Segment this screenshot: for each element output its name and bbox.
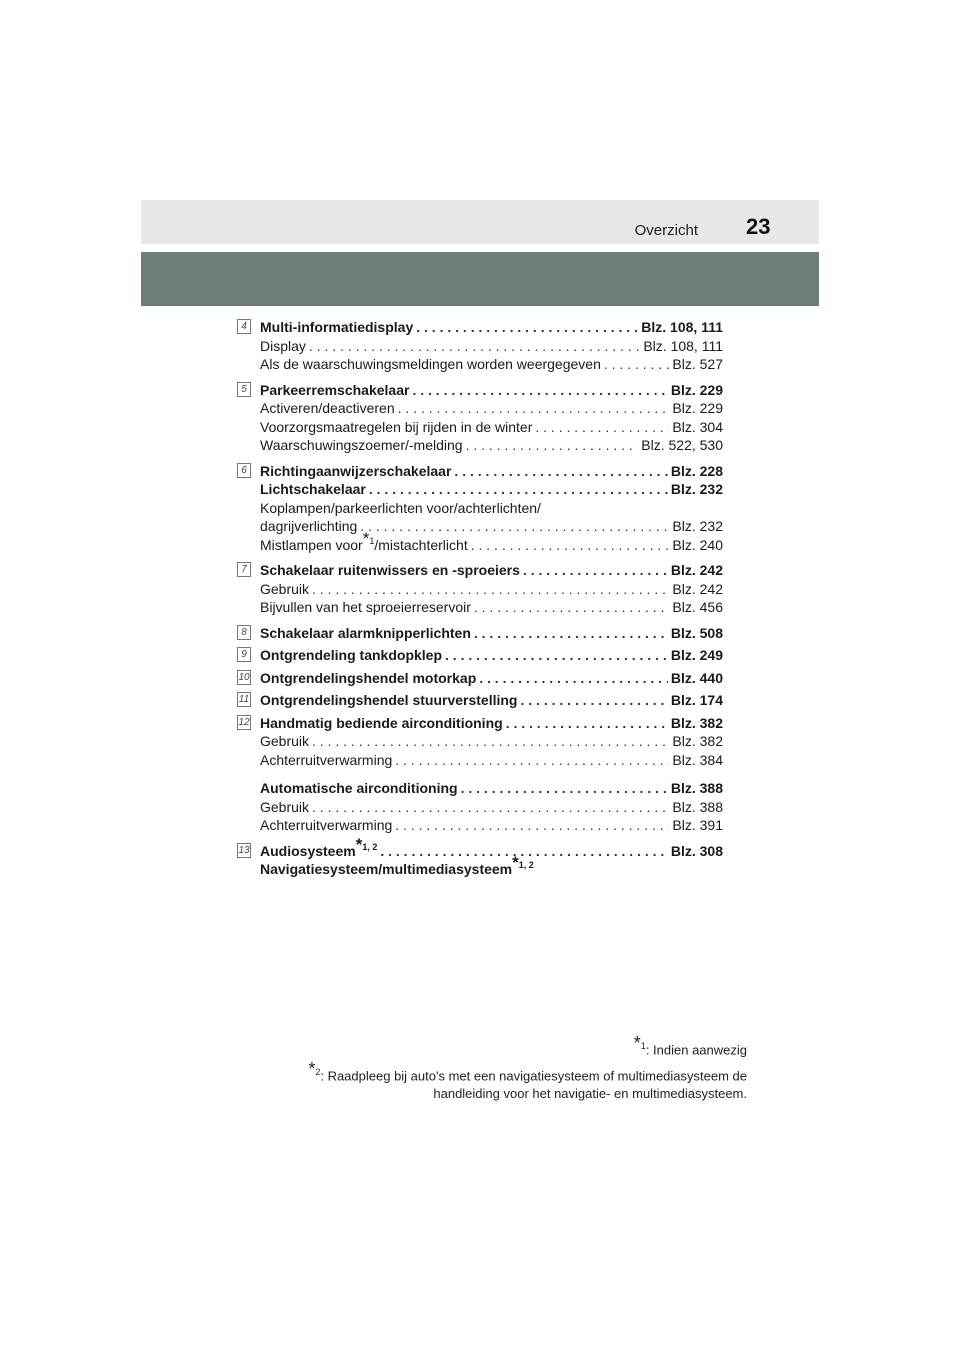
index-heading[interactable] bbox=[260, 853, 723, 879]
entry-text bbox=[260, 779, 458, 798]
dot-leader bbox=[357, 517, 669, 536]
header-banner bbox=[141, 252, 819, 306]
entry-text-main: /mistachterlicht bbox=[374, 536, 468, 553]
index-entry bbox=[237, 646, 723, 665]
entry-text bbox=[260, 834, 378, 861]
index-subitem[interactable] bbox=[260, 337, 723, 356]
dot-leader bbox=[451, 462, 667, 481]
page-reference[interactable]: Blz. 304 bbox=[672, 418, 723, 435]
page-reference[interactable]: Blz. 391 bbox=[672, 817, 723, 833]
entry-text bbox=[260, 355, 601, 374]
dot-leader bbox=[395, 399, 670, 418]
item-number-badge: 7 bbox=[237, 562, 251, 577]
entry-text-main: Multi-informatiedisplay bbox=[260, 319, 414, 335]
index-heading[interactable] bbox=[260, 462, 723, 481]
entry-text-main: Ontgrendelingshendel stuurverstelling bbox=[260, 692, 518, 708]
entry-text-main: Automatische airconditioning bbox=[260, 780, 458, 796]
entry-text-main: Schakelaar ruitenwissers en -sproeiers bbox=[260, 562, 520, 578]
entry-text bbox=[260, 436, 463, 455]
index-heading[interactable] bbox=[260, 561, 723, 580]
footnote-star: * bbox=[362, 528, 370, 548]
entry-text bbox=[260, 624, 471, 643]
index-entry bbox=[237, 779, 723, 835]
entry-text-main: Handmatig bediende airconditioning bbox=[260, 714, 503, 731]
footnote-star: * bbox=[512, 853, 519, 873]
index-entry bbox=[237, 669, 723, 688]
page-reference[interactable]: Blz. 228 bbox=[670, 462, 723, 479]
page-number: 23 bbox=[746, 214, 771, 239]
dot-leader bbox=[471, 624, 668, 643]
index-subitem[interactable] bbox=[260, 418, 723, 437]
footnote-number: 1 bbox=[640, 1041, 646, 1051]
dot-leader bbox=[309, 798, 669, 817]
dot-leader bbox=[517, 691, 667, 710]
index-heading[interactable] bbox=[260, 480, 723, 499]
entry-text bbox=[260, 517, 357, 536]
footnote-ref bbox=[355, 834, 378, 854]
entry-text-main: Voorzorgsmaatregelen bij rijden in de winter bbox=[260, 418, 533, 435]
dot-leader bbox=[463, 436, 639, 455]
page-reference[interactable]: Blz. 229 bbox=[670, 381, 723, 398]
entry-text-main: Schakelaar alarmknipperlichten bbox=[260, 624, 471, 641]
entry-text-main: Waarschuwingszoemer/-melding bbox=[260, 437, 463, 453]
index-heading[interactable] bbox=[260, 779, 723, 798]
dot-leader bbox=[476, 669, 668, 688]
page-reference[interactable]: Blz. 382 bbox=[670, 714, 723, 731]
entry-text-main: Activeren/deactiveren bbox=[260, 400, 395, 416]
page-reference[interactable]: Blz. 527 bbox=[672, 356, 723, 372]
page-reference[interactable]: Blz. 508 bbox=[670, 624, 723, 641]
index-heading[interactable] bbox=[260, 646, 723, 665]
item-number-badge: 11 bbox=[238, 694, 250, 705]
page-reference[interactable]: Blz. 440 bbox=[670, 669, 723, 686]
item-number-badge: 12 bbox=[238, 716, 250, 728]
entry-text bbox=[260, 337, 306, 356]
dot-leader bbox=[377, 842, 668, 861]
page-reference[interactable]: Blz. 240 bbox=[672, 536, 723, 553]
entry-text-main: Als de waarschuwingsmeldingen worden weergegeven bbox=[260, 356, 601, 372]
page-reference[interactable]: Blz. 242 bbox=[672, 580, 723, 597]
page-reference[interactable]: Blz. 242 bbox=[670, 562, 723, 578]
index-subitem[interactable] bbox=[260, 798, 723, 817]
entry-text bbox=[260, 732, 309, 751]
entry-text-main: Bijvullen van het sproeierreservoir bbox=[260, 599, 471, 615]
entry-text bbox=[260, 462, 451, 481]
entry-text-main: Ontgrendeling tankdopklep bbox=[260, 647, 443, 663]
index-subitem[interactable] bbox=[260, 816, 723, 835]
entry-text bbox=[260, 399, 395, 418]
index-heading[interactable] bbox=[260, 624, 723, 643]
page-reference[interactable]: Blz. 522, 530 bbox=[641, 437, 723, 453]
dot-leader bbox=[309, 732, 669, 751]
index-heading[interactable] bbox=[260, 381, 723, 400]
index-subitem[interactable] bbox=[260, 399, 723, 418]
dot-leader bbox=[409, 381, 667, 400]
entry-text bbox=[260, 669, 476, 688]
index-subitem[interactable] bbox=[260, 517, 723, 536]
entry-text-main: Koplampen/parkeerlichten voor/achterlichten/ bbox=[260, 499, 541, 516]
page-reference[interactable]: Blz. 456 bbox=[672, 599, 723, 615]
footnote-star: * bbox=[633, 1033, 641, 1053]
dot-leader bbox=[468, 536, 670, 555]
entry-text-main: Achterruitverwarming bbox=[260, 751, 393, 768]
entry-text-main: Richtingaanwijzerschakelaar bbox=[260, 462, 452, 479]
entry-text bbox=[260, 853, 534, 879]
item-number-badge: 5 bbox=[237, 382, 251, 397]
index-entry bbox=[237, 714, 723, 770]
footnote-marker bbox=[308, 1059, 321, 1080]
footnote-ref-number: 1, 2 bbox=[362, 841, 378, 852]
entry-text bbox=[260, 598, 471, 617]
item-number-badge: 9 bbox=[237, 647, 251, 662]
entry-text bbox=[260, 480, 366, 499]
footnote-number: 2 bbox=[315, 1067, 321, 1078]
item-number-badge: 6 bbox=[237, 463, 251, 478]
entry-text-main: Display bbox=[260, 337, 306, 354]
entry-text-main: Parkeerremschakelaar bbox=[260, 381, 410, 398]
header-bar bbox=[141, 200, 819, 244]
page-reference[interactable]: Blz. 388 bbox=[670, 780, 723, 796]
footnote bbox=[260, 1059, 747, 1101]
footnote-marker bbox=[633, 1033, 646, 1053]
entry-text bbox=[260, 318, 413, 337]
page-reference[interactable]: Blz. 229 bbox=[672, 400, 723, 416]
entry-text-main: Ontgrendelingshendel motorkap bbox=[260, 669, 477, 686]
entry-text bbox=[260, 418, 532, 437]
index-subitem[interactable] bbox=[260, 355, 723, 374]
dot-leader bbox=[413, 318, 638, 337]
page-reference[interactable]: Blz. 384 bbox=[672, 751, 723, 768]
page-reference[interactable]: Blz. 108, 111 bbox=[643, 337, 723, 354]
entry-text-pre: Audiosysteem bbox=[260, 842, 356, 859]
index-entry bbox=[237, 318, 723, 374]
index-subitem[interactable] bbox=[260, 436, 723, 455]
entry-text bbox=[260, 646, 442, 665]
index-subitem[interactable] bbox=[260, 598, 723, 617]
entry-text bbox=[260, 798, 309, 817]
index-heading[interactable] bbox=[260, 834, 723, 861]
entry-text bbox=[260, 816, 392, 835]
index-entry bbox=[237, 462, 723, 555]
item-number-badge: 4 bbox=[237, 319, 251, 334]
dot-leader bbox=[306, 337, 640, 356]
dot-leader bbox=[532, 418, 669, 437]
index-subitem[interactable] bbox=[260, 499, 723, 518]
entry-text bbox=[260, 580, 309, 599]
footnote-text: : Indien aanwezig bbox=[645, 1042, 747, 1058]
index-heading[interactable] bbox=[260, 714, 723, 733]
page-reference[interactable]: Blz. 249 bbox=[670, 647, 723, 663]
entry-text-pre: Mistlampen voor bbox=[260, 536, 363, 553]
entry-text bbox=[260, 381, 409, 400]
footnote-star: * bbox=[308, 1059, 316, 1080]
entry-text bbox=[260, 751, 392, 770]
page-reference[interactable]: Blz. 308 bbox=[670, 842, 723, 859]
dot-leader bbox=[366, 480, 668, 499]
index-subitem[interactable] bbox=[260, 528, 723, 555]
entry-text-main: Achterruitverwarming bbox=[260, 817, 393, 833]
entry-text bbox=[260, 691, 517, 710]
index-heading[interactable] bbox=[260, 691, 723, 710]
entry-text-main: Lichtschakelaar bbox=[260, 481, 366, 497]
page-reference[interactable]: Blz. 232 bbox=[672, 518, 723, 534]
dot-leader bbox=[442, 646, 668, 665]
page-reference[interactable]: Blz. 108, 111 bbox=[641, 319, 723, 335]
page-reference[interactable]: Blz. 232 bbox=[670, 481, 723, 497]
index-entry bbox=[237, 381, 723, 455]
dot-leader bbox=[520, 561, 668, 580]
index-entry bbox=[237, 561, 723, 617]
footnote bbox=[260, 1033, 747, 1058]
page-reference[interactable]: Blz. 382 bbox=[672, 733, 723, 749]
entry-text-main: Gebruik bbox=[260, 580, 310, 597]
footnotes bbox=[260, 1033, 747, 1108]
page-reference[interactable]: Blz. 174 bbox=[670, 692, 723, 708]
footnote-ref bbox=[362, 528, 375, 548]
footnote-ref-number: 1 bbox=[369, 535, 375, 546]
index-heading[interactable] bbox=[260, 318, 723, 337]
index-subitem[interactable] bbox=[260, 580, 723, 599]
dot-leader bbox=[503, 714, 668, 733]
index-entry bbox=[237, 691, 723, 710]
dot-leader bbox=[601, 355, 670, 374]
index-heading[interactable] bbox=[260, 669, 723, 688]
page-reference[interactable]: Blz. 388 bbox=[672, 798, 723, 815]
index-subitem[interactable] bbox=[260, 751, 723, 770]
index-subitem[interactable] bbox=[260, 732, 723, 751]
entry-text bbox=[260, 499, 541, 518]
entry-text bbox=[260, 714, 503, 733]
section-title: Overzicht bbox=[634, 222, 698, 239]
entry-text-main: dagrijverlichting bbox=[260, 518, 358, 534]
footnote-star: * bbox=[355, 834, 363, 854]
item-number-badge: 10 bbox=[238, 671, 250, 683]
footnote-ref-number: 1, 2 bbox=[518, 860, 534, 871]
entry-text bbox=[260, 528, 468, 555]
dot-leader bbox=[309, 580, 669, 599]
dot-leader bbox=[392, 751, 669, 770]
entry-text-pre: Navigatiesysteem/multimediasysteem bbox=[260, 861, 513, 877]
entry-text bbox=[260, 561, 520, 580]
index-list bbox=[237, 318, 723, 886]
footnote-ref bbox=[512, 853, 534, 873]
index-entry bbox=[237, 834, 723, 879]
index-entry bbox=[237, 624, 723, 643]
entry-text-main: Gebruik bbox=[260, 798, 310, 815]
footnote-text: : Raadpleeg bij auto's met een navigatiesysteem of multimediasysteem de handleiding voor het navigatie- en multimediasysteem. bbox=[320, 1068, 747, 1101]
entry-text-main: Gebruik bbox=[260, 733, 310, 749]
item-number-badge: 8 bbox=[237, 625, 251, 640]
dot-leader bbox=[392, 816, 669, 835]
dot-leader bbox=[471, 598, 670, 617]
item-number-badge: 13 bbox=[238, 844, 250, 856]
dot-leader bbox=[458, 779, 668, 798]
